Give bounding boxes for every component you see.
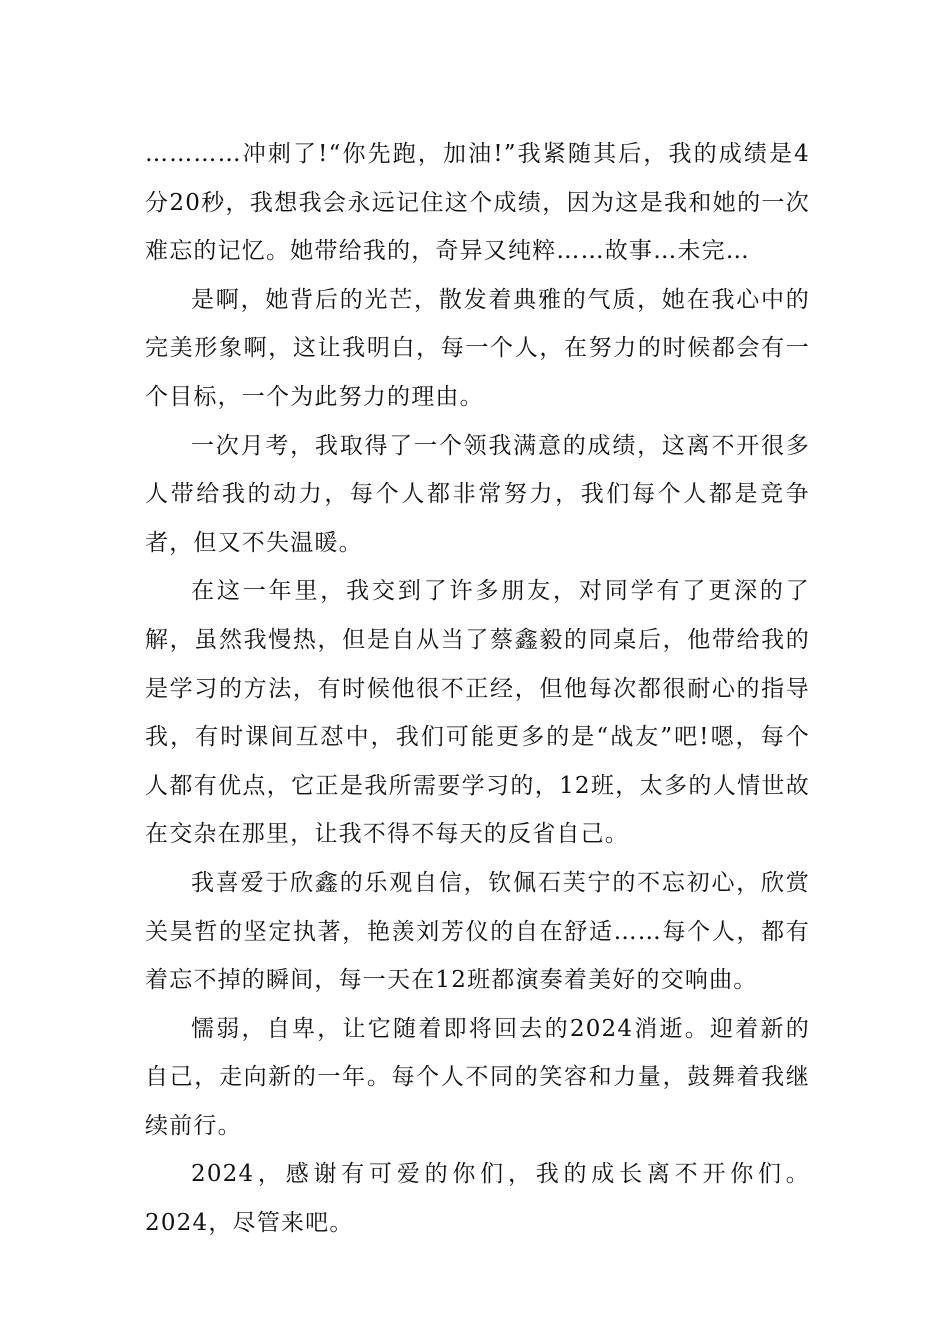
- paragraph-7: 2024，感谢有可爱的你们，我的成长离不开你们。2024，尽管来吧。: [145, 1161, 810, 1237]
- paragraph-1: …………冲刺了!“你先跑，加油!”我紧随其后，我的成绩是4分20秒，我想我会永远记住这个成绩，因为这是我和她的一次难忘的记忆。她带给我的，奇异又纯粹……故事…未完…: [145, 141, 810, 265]
- paragraph-3: 一次月考，我取得了一个领我满意的成绩，这离不开很多人带给我的动力，每个人都非常努力，我们每个人都是竞争者，但又不失温暖。: [145, 432, 810, 556]
- paragraph-6: 懦弱，自卑，让它随着即将回去的2024消逝。迎着新的自己，走向新的一年。每个人不同的笑容和力量，鼓舞着我继续前行。: [145, 1015, 810, 1139]
- paragraph-5: 我喜爱于欣鑫的乐观自信，钦佩石芙宁的不忘初心，欣赏关昊哲的坚定执著，艳羡刘芳仪的自在舒适……每个人，都有着忘不掉的瞬间，每一天在12班都演奏着美好的交响曲。: [145, 869, 810, 994]
- document-body: [145, 130, 810, 1248]
- paragraph-4: 在这一年里，我交到了许多朋友，对同学有了更深的了解，虽然我慢热，但是自从当了蔡鑫毅的同桌后，他带给我的是学习的方法，有时候他很不正经，但他每次都很耐心的指导我，有时课间互怼中，我们可能更多的是“战友”吧!嗯，每个人都有优点，它正是我所需要学习的，12班，太多的人情世故在交杂在那里，让我不得不每天的反省自己。: [145, 578, 810, 848]
- paragraph-2: 是啊，她背后的光芒，散发着典雅的气质，她在我心中的完美形象啊，这让我明白，每一个人，在努力的时候都会有一个目标，一个为此努力的理由。: [145, 286, 810, 410]
